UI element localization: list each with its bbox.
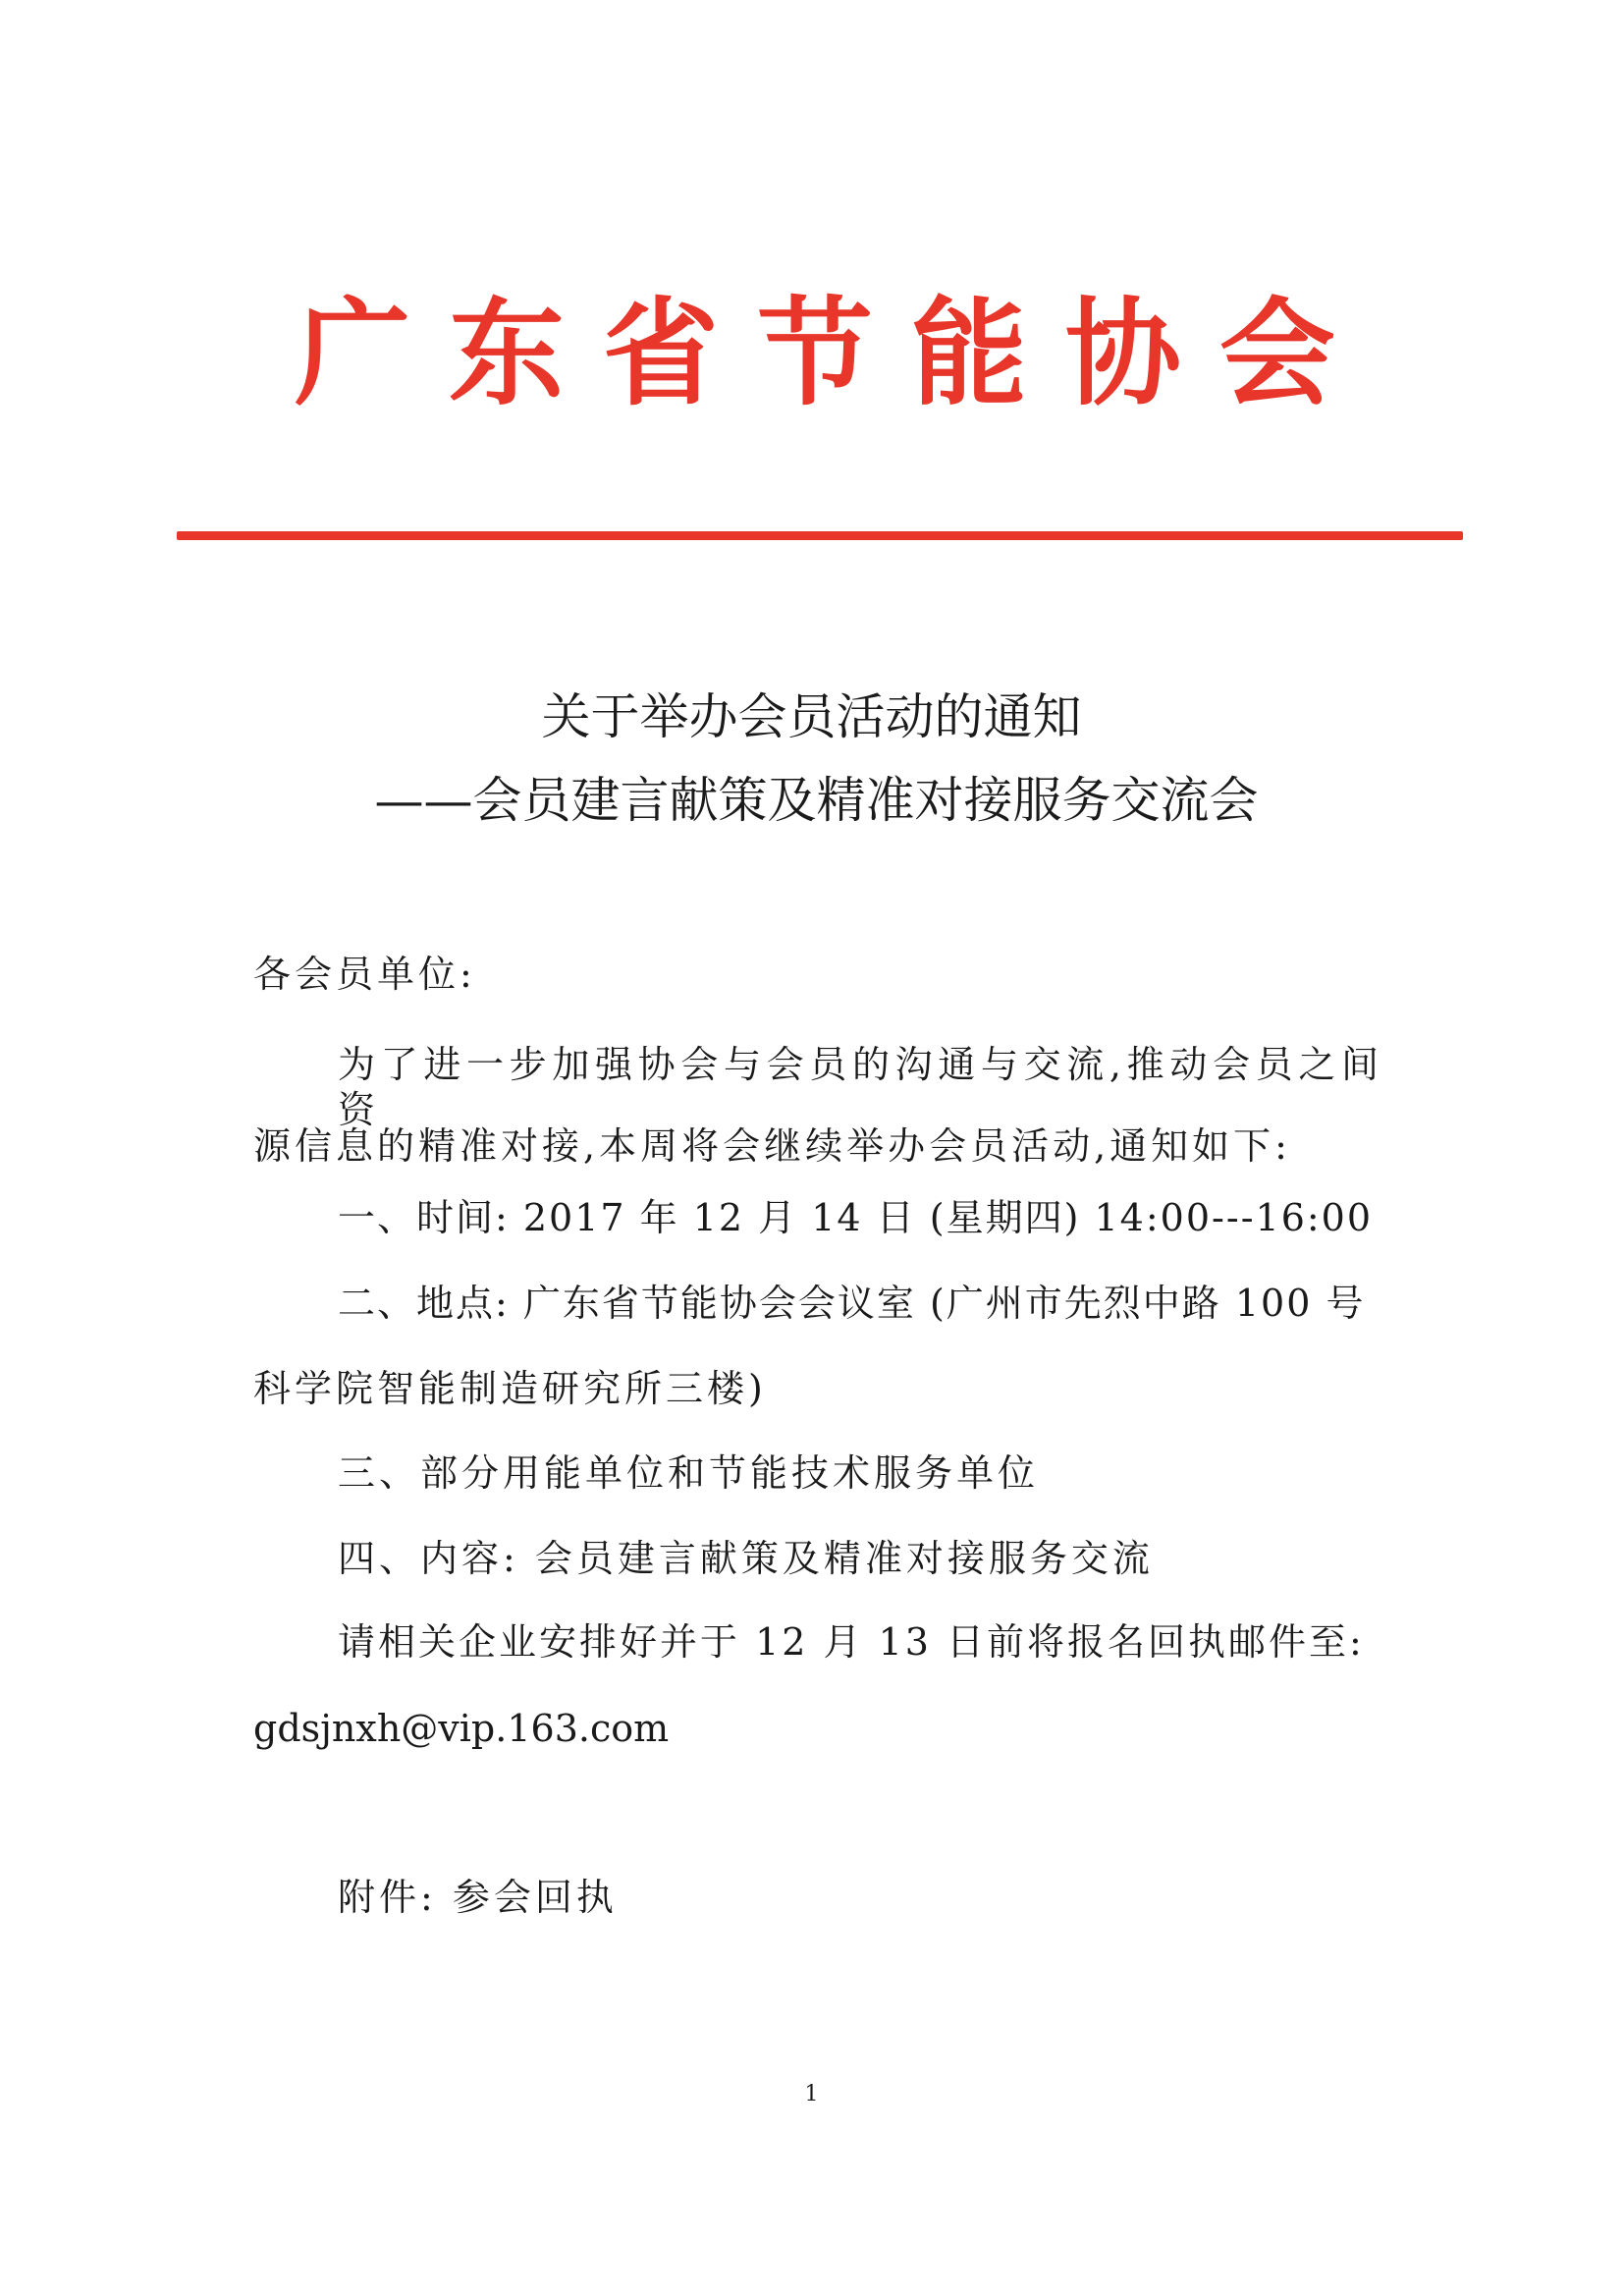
letterhead-char: 东 bbox=[448, 286, 565, 421]
item-time: 一、时间: 2017 年 12 月 14 日 (星期四) 14:00---16:00 bbox=[338, 1196, 1374, 1239]
letterhead-divider bbox=[177, 531, 1463, 540]
attachment-note: 附件: 参会回执 bbox=[338, 1876, 618, 1919]
salutation: 各会员单位: bbox=[253, 953, 476, 996]
document-title: 关于举办会员活动的通知 bbox=[541, 688, 1082, 745]
letterhead-char: 能 bbox=[910, 286, 1027, 421]
intro-line-2: 源信息的精准对接,本周将会继续举办会员活动,通知如下: bbox=[253, 1124, 1291, 1168]
item-content: 四、内容: 会员建言献策及精准对接服务交流 bbox=[338, 1537, 1154, 1580]
document-subtitle: ——会员建言献策及精准对接服务交流会 bbox=[374, 772, 1259, 829]
signup-email: gdsjnxh@vip.163.com bbox=[253, 1707, 670, 1750]
letterhead-char: 协 bbox=[1064, 286, 1181, 421]
organization-letterhead bbox=[295, 275, 1335, 432]
item-place-line-1: 二、地点: 广东省节能协会会议室 (广州市先烈中路 100 号 bbox=[338, 1282, 1366, 1325]
signup-instruction: 请相关企业安排好并于 12 月 13 日前将报名回执邮件至: bbox=[338, 1620, 1365, 1664]
item-place-line-2: 科学院智能制造研究所三楼) bbox=[253, 1367, 767, 1410]
letterhead-char: 节 bbox=[756, 286, 873, 421]
item-participants: 三、部分用能单位和节能技术服务单位 bbox=[338, 1451, 1040, 1495]
intro-line-1: 为了进一步加强协会与会员的沟通与交流,推动会员之间资 bbox=[338, 1043, 1382, 1131]
letterhead-char: 会 bbox=[1218, 286, 1335, 421]
letterhead-char: 省 bbox=[602, 286, 719, 421]
page-number: 1 bbox=[804, 2082, 819, 2106]
letterhead-char: 广 bbox=[295, 286, 411, 421]
